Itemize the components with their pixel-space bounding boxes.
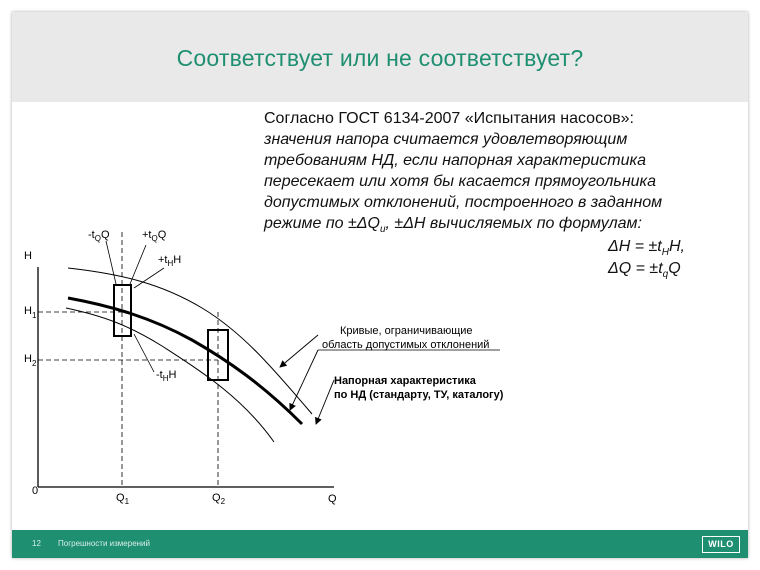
q2-sub: 2 (220, 497, 226, 506)
axis-q-label: Q (328, 493, 337, 505)
q1-sub: 1 (124, 497, 130, 506)
plus-tq-label (142, 229, 167, 243)
h1-sub: 1 (31, 311, 37, 320)
minus-th-sub: H (162, 374, 169, 383)
axis-h-label: H (24, 250, 32, 262)
plus-th-tail: H (173, 254, 182, 266)
curves-label-line-1: Кривые, ограничивающие (340, 325, 473, 337)
h1-main: H (24, 305, 32, 317)
slide-title: Соответствует или не соответствует? (176, 45, 584, 71)
q1-label (116, 492, 130, 506)
wilo-logo: WILO (702, 536, 740, 553)
q1-main: Q (116, 492, 125, 504)
minus-tq-label (88, 229, 110, 243)
characteristic-label-line-1: Напорная характеристика (334, 375, 476, 387)
plus-tq-tail: Q (157, 229, 167, 241)
minus-tq-main: -t (88, 229, 95, 241)
minus-tq-sub: Q (94, 234, 101, 243)
upper-tolerance-curve (68, 268, 312, 414)
q2-main: Q (212, 492, 221, 504)
gost-line-6-main: режиме по ±ΔQ (264, 215, 380, 232)
minus-tq-tail: Q (100, 229, 110, 241)
gost-line-5: допустимых отклонений, построенного в заданном (264, 194, 663, 211)
formula-dh-tail: H, (668, 238, 685, 255)
page-number: 12 (32, 539, 41, 548)
gost-line-6-sub: и (379, 224, 386, 236)
pump-characteristic-diagram (12, 12, 748, 530)
h2-main: H (24, 353, 32, 365)
footer-text: Погрешности измерений (58, 539, 150, 548)
plus-th-label (158, 254, 181, 268)
formula-dq-sub: q (662, 269, 669, 281)
plus-tq-sub: Q (151, 234, 158, 243)
plus-th-sub: H (167, 259, 174, 268)
h2-sub: 2 (31, 359, 37, 368)
h1-label (24, 305, 37, 320)
gost-line-1: Согласно ГОСТ 6134-2007 «Испытания насосов»: (264, 110, 634, 127)
minus-th-tail: H (168, 369, 177, 381)
plus-tq-pointer (130, 245, 146, 284)
origin-label: 0 (32, 485, 39, 497)
characteristic-label-line-2: по НД (стандарту, ТУ, каталогу) (334, 389, 504, 401)
formula-dq-tail: Q (668, 260, 681, 277)
minus-tq-pointer (106, 241, 116, 284)
gost-line-6-tail: , ±ΔH вычисляемых по формулам: (385, 215, 642, 232)
minus-th-label (156, 369, 177, 383)
plus-tq-main: +t (142, 229, 152, 241)
gost-line-2: значения напора считается удовлетворяющим (264, 131, 628, 148)
curves-label-line-2: область допустимых отклонений (322, 339, 490, 351)
gost-line-4: пересекает или хотя бы касается прямоугольника (264, 173, 656, 190)
slide (12, 12, 748, 558)
minus-th-main: -t (156, 369, 163, 381)
plus-th-main: +t (158, 254, 168, 266)
h2-label (24, 353, 37, 368)
q2-label (212, 492, 226, 506)
characteristic-arrow (316, 380, 334, 424)
formula-dq-main: ΔQ = ±t (608, 260, 663, 277)
formula-dh-sub: H (661, 247, 669, 259)
gost-line-3: требованиям НД, если напорная характеристика (264, 152, 646, 169)
plus-th-pointer (134, 268, 164, 288)
footer-bar (12, 530, 748, 558)
curves-arrow-2 (290, 350, 318, 410)
formula-dh-main: ΔH = ±t (608, 238, 662, 255)
